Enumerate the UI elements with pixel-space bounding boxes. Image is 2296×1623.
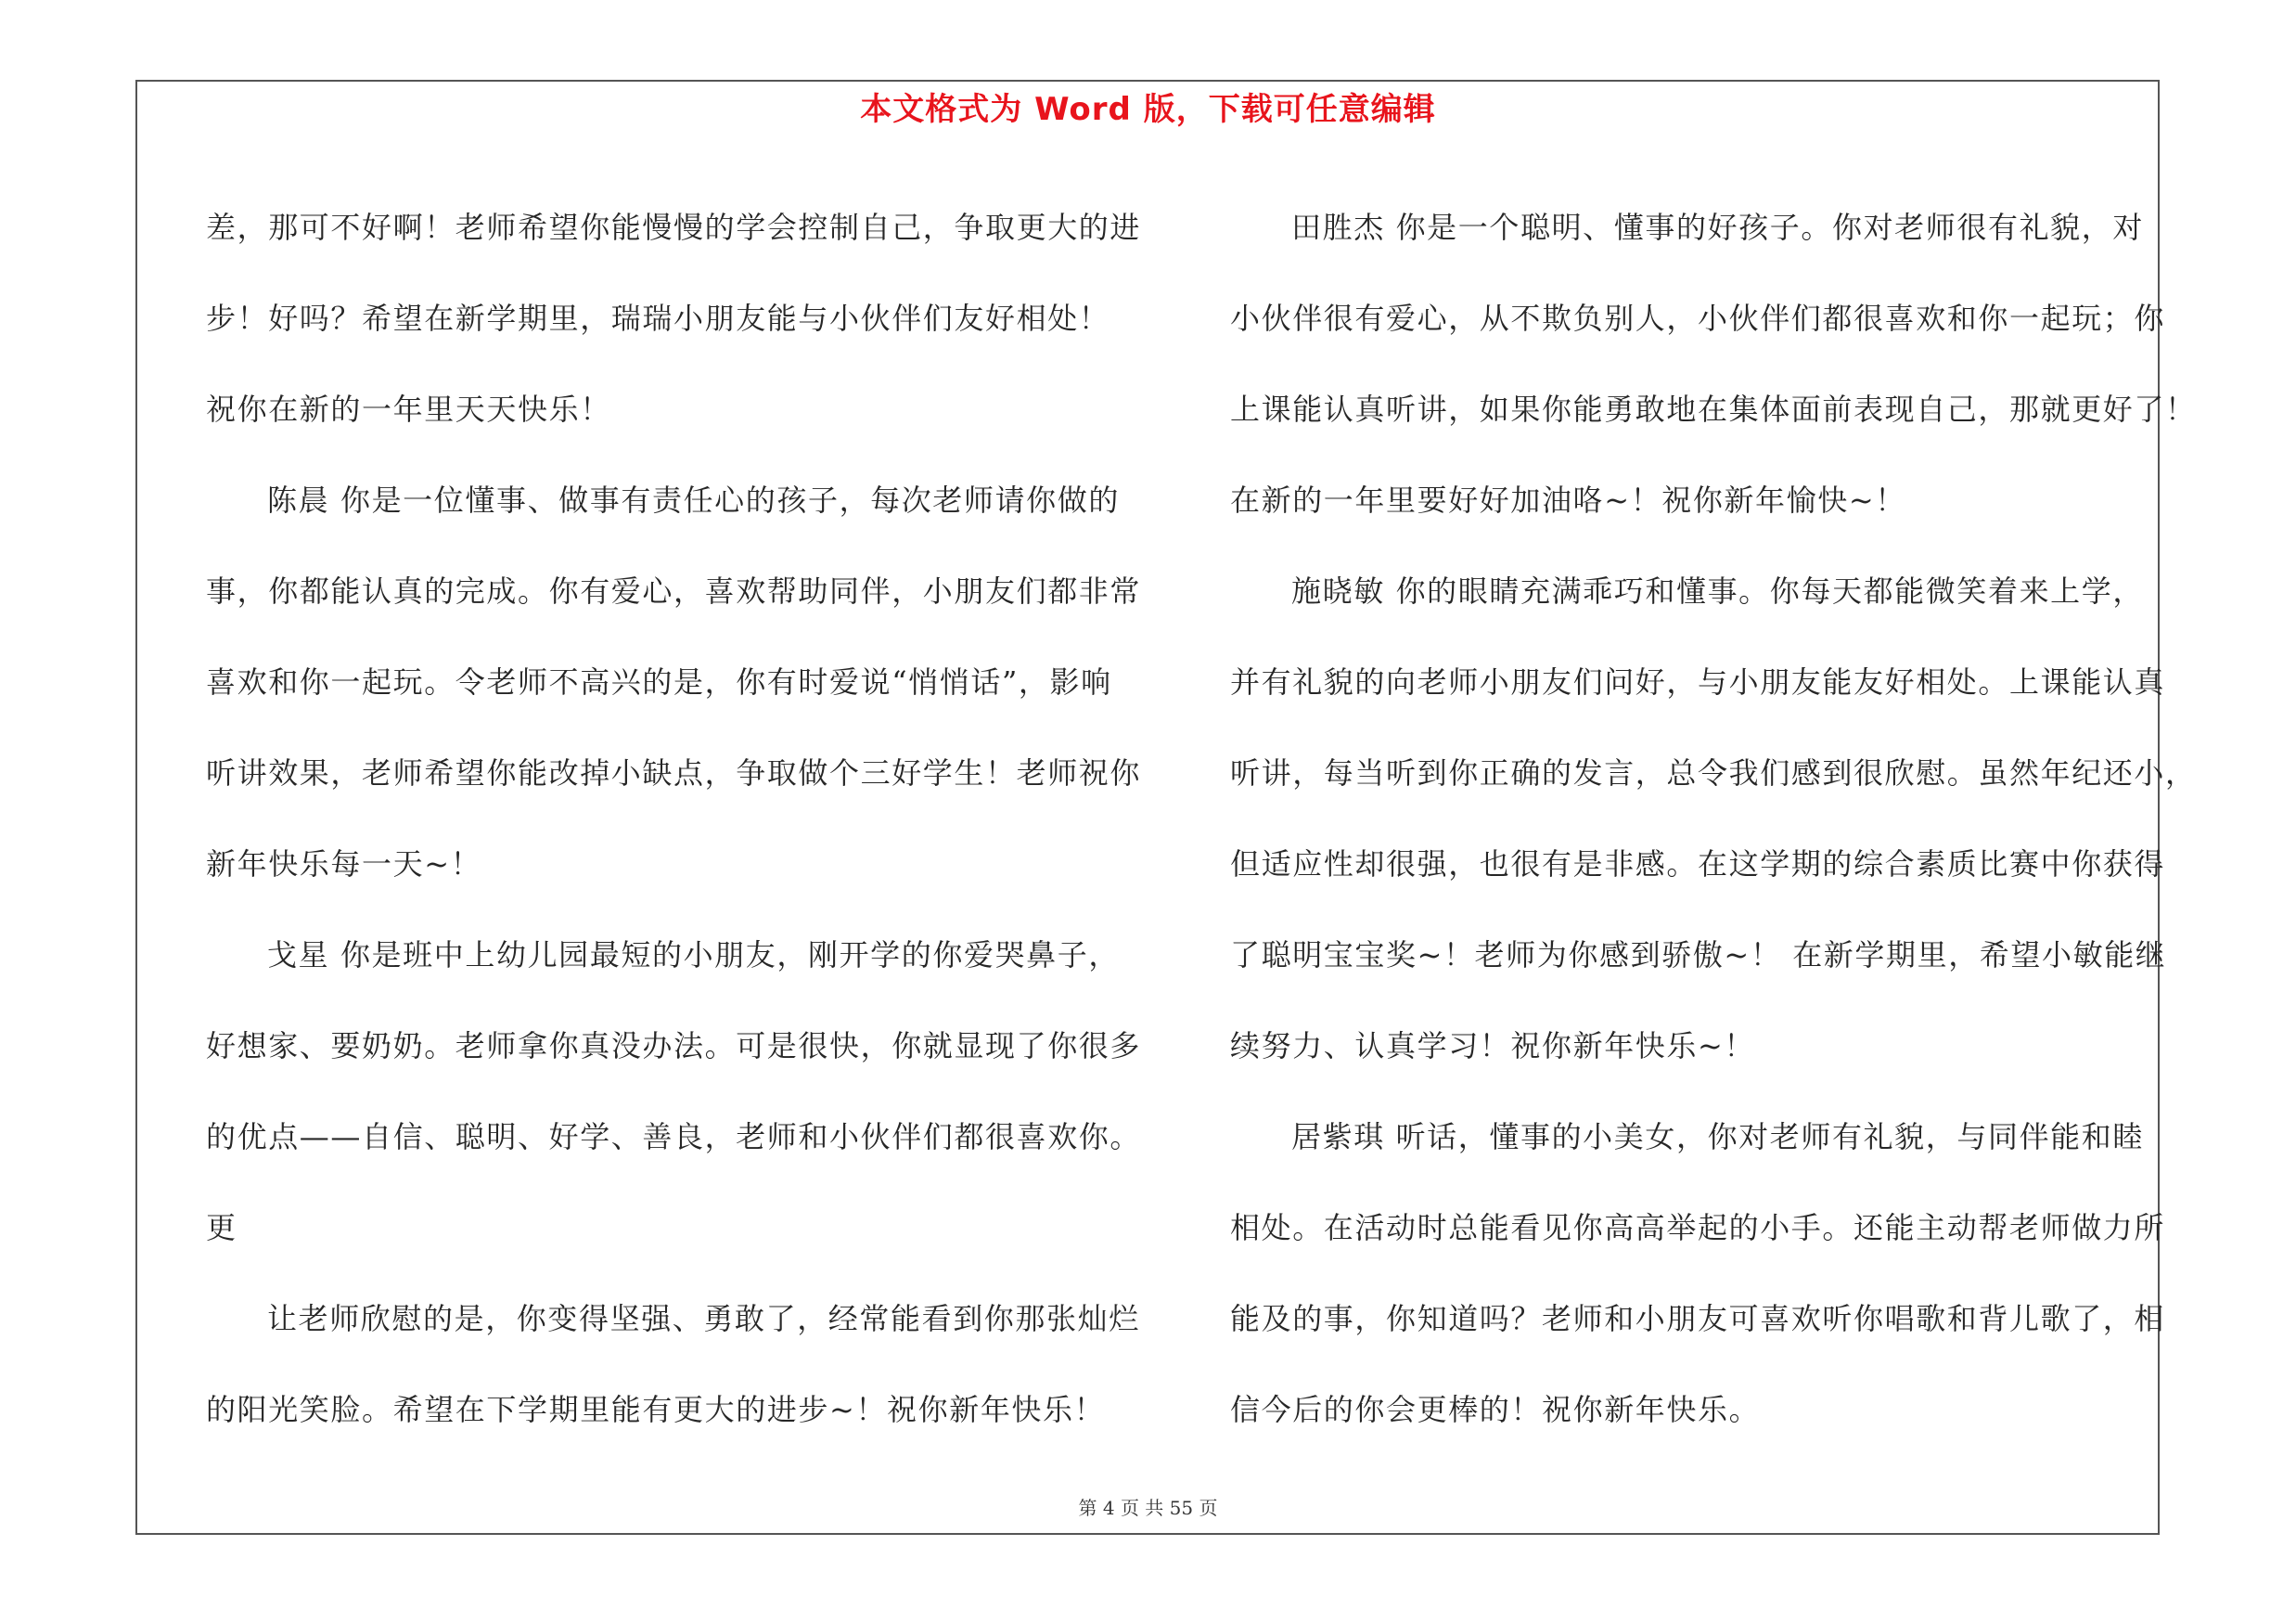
text-line: 听讲效果，老师希望你能改掉小缺点，争取做个三好学生！老师祝你: [206, 755, 1142, 791]
page-number: 第 4 页 共 55 页: [1078, 1497, 1218, 1519]
text-line: 喜欢和你一起玩。令老师不高兴的是，你有时爱说“悄悄话”，影响: [206, 664, 1112, 700]
text-line: 事，你都能认真的完成。你有爱心，喜欢帮助同伴，小朋友们都非常: [206, 573, 1142, 609]
right-column: [1230, 182, 2197, 1455]
text-line: 信今后的你会更棒的！祝你新年快乐。: [1230, 1392, 1761, 1427]
text-line: 新年快乐每一天~！: [206, 846, 482, 882]
left-column: [206, 182, 1142, 1455]
text-line: 步！好吗？希望在新学期里，瑞瑞小朋友能与小伙伴们友好相处！: [206, 301, 1110, 336]
paragraph-start-line: 居紫琪 听话，懂事的小美女，你对老师有礼貌，与同伴能和睦: [1291, 1119, 2144, 1154]
paragraph-start-line: 施晓敏 你的眼睛充满乖巧和懂事。你每天都能微笑着来上学，: [1291, 573, 2144, 609]
paragraph-start-line: 让老师欣慰的是，你变得坚强、勇敢了，经常能看到你那张灿烂: [267, 1301, 1140, 1336]
text-line: 好想家、要奶奶。老师拿你真没办法。可是很快，你就显现了你很多: [206, 1028, 1142, 1063]
text-line: 了聪明宝宝奖~！老师为你感到骄傲~！ 在新学期里，希望小敏能继: [1230, 937, 2167, 973]
text-line: 听讲，每当听到你正确的发言，总令我们感到很欣慰。虽然年纪还小，: [1230, 755, 2197, 791]
paragraph-start-line: 戈星 你是班中上幼儿园最短的小朋友，刚开学的你爱哭鼻子，: [267, 937, 1120, 973]
text-line: 的优点——自信、聪明、好学、善良，老师和小伙伴们都很喜欢你。: [206, 1119, 1142, 1154]
text-line: 能及的事，你知道吗？老师和小朋友可喜欢听你唱歌和背儿歌了，相: [1230, 1301, 2166, 1336]
text-line: 更: [206, 1210, 237, 1245]
text-line: 续努力、认真学习！祝你新年快乐~！: [1230, 1028, 1756, 1063]
text-line: 但适应性却很强，也很有是非感。在这学期的综合素质比赛中你获得: [1230, 846, 2166, 882]
text-line: 在新的一年里要好好加油咯~！祝你新年愉快~！: [1230, 483, 1906, 518]
text-line: 相处。在活动时总能看见你高高举起的小手。还能主动帮老师做力所: [1230, 1210, 2166, 1245]
text-line: 上课能认真听讲，如果你能勇敢地在集体面前表现自己，那就更好了！: [1230, 392, 2197, 427]
text-line: 并有礼貌的向老师小朋友们问好，与小朋友能友好相处。上课能认真: [1230, 664, 2166, 700]
text-line: 小伙伴很有爱心，从不欺负别人，小伙伴们都很喜欢和你一起玩；你: [1230, 301, 2166, 336]
format-banner: 本文格式为 Word 版，下载可任意编辑: [860, 91, 1436, 128]
text-line: 祝你在新的一年里天天快乐！: [206, 392, 611, 427]
text-line: 的阳光笑脸。希望在下学期里能有更大的进步~！祝你新年快乐！: [206, 1392, 1106, 1427]
paragraph-start-line: 田胜杰 你是一个聪明、懂事的好孩子。你对老师很有礼貌，对: [1291, 210, 2144, 245]
paragraph-start-line: 陈晨 你是一位懂事、做事有责任心的孩子，每次老师请你做的: [267, 483, 1120, 518]
text-line: 差，那可不好啊！老师希望你能慢慢的学会控制自己，争取更大的进: [206, 210, 1142, 245]
